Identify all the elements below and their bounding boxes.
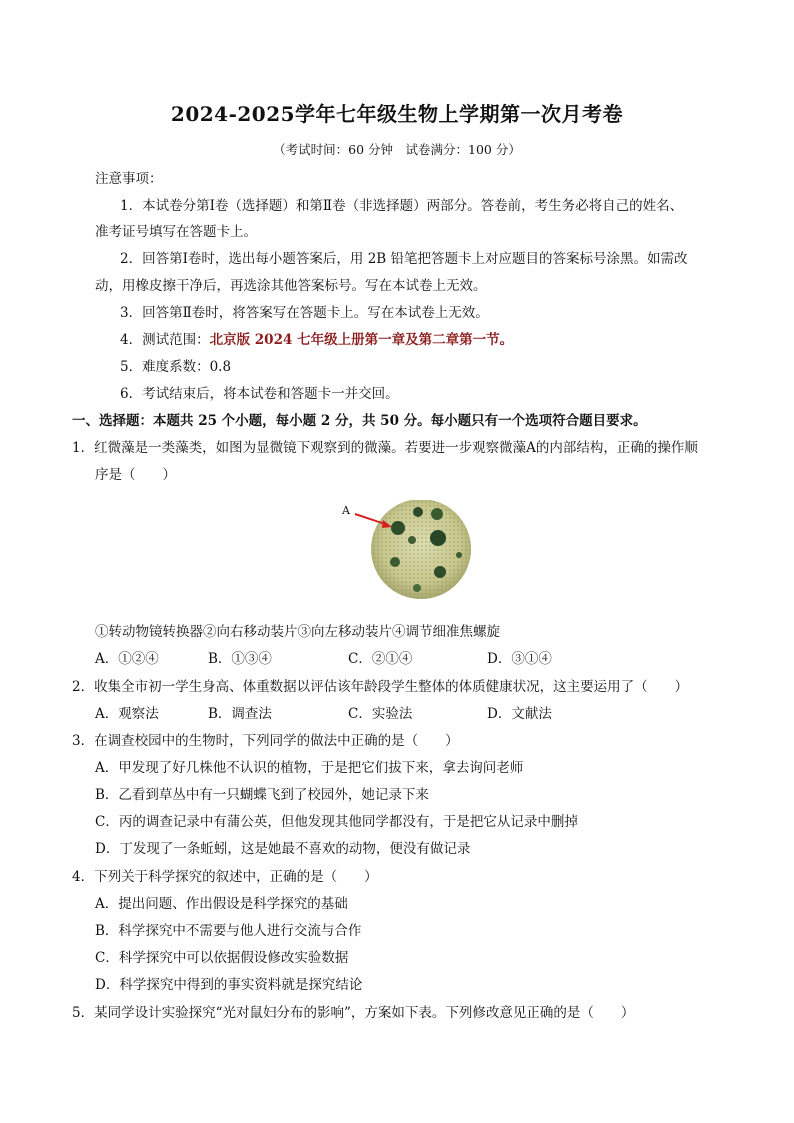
notice-item-2b: 动，用橡皮擦干净后，再选涂其他答案标号。写在本试卷上无效。: [95, 278, 487, 294]
q3-option-c[interactable]: C．丙的调查记录中有蒲公英，但他发现其他同学都没有，于是把它从记录中删掉: [95, 814, 578, 830]
notice-item-4: [120, 330, 513, 350]
q2-option-a[interactable]: A．观察法: [95, 706, 159, 722]
q1-stem-a: 1．红微藻是一类藻类，如图为显微镜下观察到的微藻。若要进一步观察微藻A的内部结构，正确的操作顺: [72, 440, 698, 456]
q4-option-c[interactable]: C．科学探究中可以依据假设修改实验数据: [95, 950, 349, 966]
exam-subtitle: （考试时间：60 分钟 试卷满分：100 分）: [273, 142, 521, 157]
q1-option-b[interactable]: B．①③④: [208, 651, 272, 667]
q3-stem: 3．在调查校园中的生物时，下列同学的做法中正确的是（ ）: [72, 733, 459, 749]
notice-item-4-prefix: 4．测试范围：: [120, 332, 210, 348]
q4-option-a[interactable]: A．提出问题、作出假设是科学探究的基础: [95, 896, 348, 912]
section-1-heading: 一、选择题：本题共 25 个小题，每小题 2 分，共 50 分。每小题只有一个选项符合题目要求。: [72, 413, 647, 429]
notice-item-1a: 1．本试卷分第Ⅰ卷（选择题）和第Ⅱ卷（非选择题）两部分。答卷前，考生务必将自己的姓名、: [120, 198, 684, 214]
notice-item-6: 6．考试结束后，将本试卷和答题卡一并交回。: [120, 386, 399, 402]
q1-option-c[interactable]: C．②①④: [348, 651, 413, 667]
notice-item-5: 5．难度系数：0.8: [120, 359, 232, 375]
figure-label-a: A: [342, 504, 350, 517]
q4-stem: 4．下列关于科学探究的叙述中，正确的是（ ）: [72, 869, 378, 885]
q1-option-d[interactable]: D．③①④: [487, 651, 552, 667]
q2-option-d[interactable]: D．文献法: [487, 706, 552, 722]
q4-option-d[interactable]: D．科学探究中得到的事实资料就是探究结论: [95, 977, 363, 993]
microalgae-image: [340, 500, 480, 600]
q1-option-a[interactable]: A．①②④: [95, 651, 159, 667]
notice-heading: 注意事项：: [95, 171, 163, 187]
page-title: 2024-2025学年七年级生物上学期第一次月考卷: [170, 102, 624, 126]
q2-option-b[interactable]: B．调查法: [208, 706, 272, 722]
q4-option-b[interactable]: B．科学探究中不需要与他人进行交流与合作: [95, 923, 362, 939]
q3-option-a[interactable]: A．甲发现了好几株他不认识的植物，于是把它们拔下来，拿去询问老师: [95, 760, 524, 776]
notice-item-1b: 准考证号填写在答题卡上。: [95, 224, 257, 240]
q5-stem: 5．某同学设计实验探究“光对鼠妇分布的影响”，方案如下表。下列修改意见正确的是（ ）: [72, 1005, 635, 1021]
notice-item-2a: 2．回答第Ⅰ卷时，选出每小题答案后，用 2B 铅笔把答题卡上对应题目的答案标号涂黑。如需改: [120, 251, 688, 267]
microscope-figure: [340, 500, 480, 600]
q3-option-b[interactable]: B．乙看到草丛中有一只蝴蝶飞到了校园外，她记录下来: [95, 787, 429, 803]
test-range: 北京版 2024 七年级上册第一章及第二章第一节。: [209, 332, 514, 348]
q3-option-d[interactable]: D．丁发现了一条蚯蚓，这是她最不喜欢的动物，便没有做记录: [95, 841, 471, 857]
q1-stem-b: 序是（ ）: [95, 467, 176, 483]
q2-option-c[interactable]: C．实验法: [348, 706, 413, 722]
notice-item-3: 3．回答第Ⅱ卷时，将答案写在答题卡上。写在本试卷上无效。: [120, 305, 489, 321]
microalgae-cell-a: [391, 521, 405, 535]
q1-steps: ①转动物镜转换器②向右移动装片③向左移动装片④调节细准焦螺旋: [95, 624, 500, 640]
q2-stem: 2．收集全市初一学生身高、体重数据以评估该年龄段学生整体的体质健康状况，这主要运用了（ ）: [72, 679, 689, 695]
